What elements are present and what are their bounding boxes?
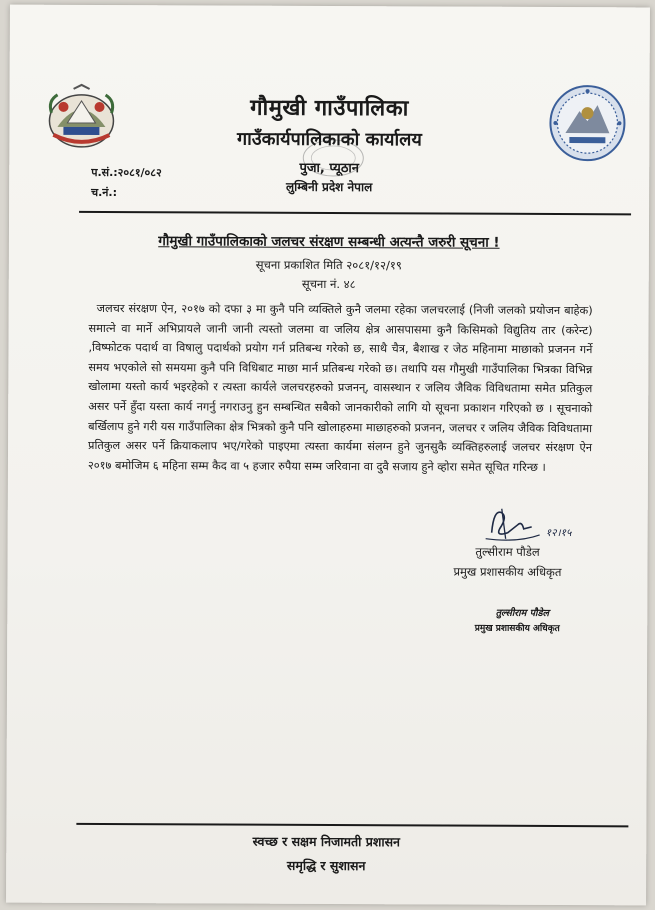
notice-body: जलचर संरक्षण ऐन, २०१७ को दफा ३ मा कुनै पनि व्यक्तिले कुनै जलमा रहेका जलचरलाई (निजी जलको प्रयोजन बाहेक) समात्ने वा मार्ने अभिप्रायले जानी जानी त्यस्तो जलमा वा जलिय क्षेत्र आसपासमा कुनै किसिमको विद्युतिय तार (करेन्ट) ,विष्फोटक पदार्थ वा विषालु पदार्थको प्रयोग गर्न प्रतिबन्ध गरेको छ, साथै चैत्र, बैशाख र जेठ महिनामा माछाको प्रजनन गर्ने समय भएकोले सो समयमा कुनै पनि विधिबाट माछा मार्न प्रतिबन्ध गरेको छ। तथापि यस गौमुखी गाउँपालिका भित्रका विभिन्न खोलामा यस्तो कार्य भइरहेको र त्यस्ता कार्यले जलचरहरुको प्रजनन्, वासस्थान र जलिय जैविक विविधतामा समेत प्रतिकुल असर पर्ने हुँदा यस्ता कार्य नगर्नु नगराउनु हुन सम्बन्धित सबैको जानकारीको लागि यो सूचना प्रकाशन गरिएको छ । सूचनाको बर्खिलाप हुने गरी यस गाउँपालिका क्षेत्र भित्रको कुनै पनि खोलाहरुमा माछाहरुको प्रजनन, जलचर र जलिय जैविक विविधतामा प्रतिकुल असर पर्ने क्रियाकलाप भए/गरेको पाइएमा त्यस्ता कार्यमा संलग्न हुने जुनसुकै व्यक्तिहरुलाई जलचर संरक्षण ऐन २०१७ बमोजिम ६ महिना सम्म कैद वा ५ हजार रुपैया सम्म जरिवाना वा दुवै सजाय हुने व्होरा समेत सूचित गरिन्छ । — [87, 301, 593, 474]
signatory-name: तुल्सीराम पौडेल — [475, 544, 540, 559]
signature-icon — [478, 503, 588, 547]
notice-published-date: सूचना प्रकाशित मिति २०८१/१२/१९ — [255, 257, 402, 273]
reference-number: प.सं.:२०८१/०८२ — [91, 165, 162, 180]
footer-slogan-2: समृद्धि र सुशासन — [286, 857, 366, 874]
footer-slogan-1: स्वच्छ र सक्षम निजामती प्रशासन — [252, 833, 401, 850]
signature-date: १२।१५ — [545, 526, 572, 540]
office-subtitle: गाउँकार्यपालिकाको कार्यालय — [236, 128, 422, 151]
office-place: पुजा, प्यूठान — [299, 160, 360, 177]
notice-number: सूचना नं. ४८ — [301, 276, 356, 292]
dispatch-number: च.नं.: — [91, 185, 118, 200]
stamp-name: तुल्सीराम पौडेल — [495, 607, 550, 619]
header-divider — [79, 211, 631, 215]
notice-title: गौमुखी गाउँपालिकाको जलचर संरक्षण सम्बन्धी अत्यन्तै जरुरी सूचना ! — [158, 233, 500, 251]
office-title: गौमुखी गाउँपालिका — [250, 95, 409, 122]
stamp-designation: प्रमुख प्रशासकीय अधिकृत — [474, 623, 560, 635]
office-province: लुम्बिनी प्रदेश नेपाल — [286, 179, 373, 195]
signatory-designation: प्रमुख प्रशासकीय अधिकृत — [453, 564, 562, 580]
letter-page — [6, 5, 650, 906]
footer-divider — [76, 823, 628, 827]
